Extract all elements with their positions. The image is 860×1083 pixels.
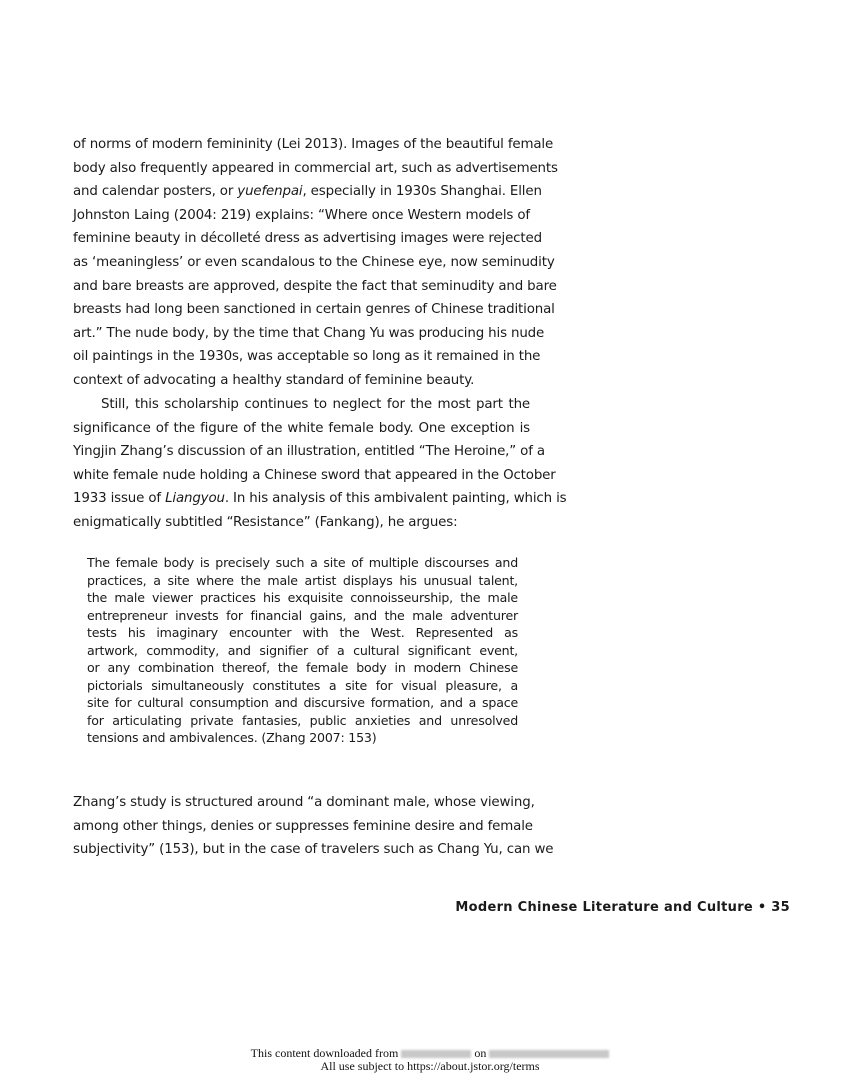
text-line: Still, this scholarship continues to neglect for the most part the — [101, 397, 530, 412]
text-line: Johnston Laing (2004: 219) explains: “Where once Western models of — [73, 207, 530, 223]
text-line: oil paintings in the 1930s, was acceptable so long as it remained in the — [73, 349, 541, 365]
terms-notice: All use subject to https://about.jstor.org/terms — [320, 1059, 540, 1073]
text-line: and bare breasts are approved, despite the fact that seminudity and bare — [73, 278, 557, 294]
text-line: as ‘meaningless’ or even scandalous to the Chinese eye, now seminudity — [73, 254, 555, 270]
redacted-date — [489, 1050, 609, 1058]
paragraph-3 — [73, 791, 554, 862]
text-line: of norms of modern femininity (Lei 2013). Images of the beautiful female — [73, 137, 554, 152]
running-footer: Modern Chinese Literature and Culture • 35 — [455, 900, 790, 915]
text-line: site for cultural consumption and discursive formation, and a space — [87, 695, 518, 710]
text-line: significance of the figure of the white female body. One exception is — [73, 420, 530, 436]
text-line: for articulating private fantasies, public anxieties and unresolved — [87, 712, 518, 728]
text-line: context of advocating a healthy standard of feminine beauty. — [73, 372, 475, 388]
text-line: white female nude holding a Chinese sword that appeared in the October — [73, 467, 556, 483]
text-line: Yingjin Zhang’s discussion of an illustration, entitled “The Heroine,” of a — [73, 444, 545, 460]
text-line: enigmatically subtitled “Resistance” (Fankang), he argues: — [73, 514, 458, 530]
text-line: the male viewer practices his exquisite connoisseurship, the male — [87, 590, 518, 605]
text-line: Zhang’s study is structured around “a dominant male, whose viewing, — [73, 795, 535, 810]
text-line: tests his imaginary encounter with the West. Represented as — [87, 625, 518, 640]
text-line: feminine beauty in décolleté dress as advertising images were rejected — [73, 231, 542, 247]
text-line: 1933 issue of Liangyou. In his analysis of this ambivalent painting, which is — [73, 491, 567, 507]
text-line: breasts had long been sanctioned in certain genres of Chinese traditional — [73, 302, 555, 318]
text-line: and calendar posters, or yuefenpai, especially in 1930s Shanghai. Ellen — [73, 184, 542, 200]
redacted-ip — [401, 1050, 471, 1058]
text-line: subjectivity” (153), but in the case of travelers such as Chang Yu, can we — [73, 842, 554, 858]
text-line: The female body is precisely such a site of multiple discourses and — [87, 555, 518, 570]
text-line: or any combination thereof, the female body in modern Chinese — [87, 660, 518, 675]
text-line: among other things, denies or suppresses feminine desire and female — [73, 818, 533, 834]
download-notice-on: on — [474, 1046, 487, 1060]
text-line: artwork, commodity, and signifier of a cultural significant event, — [87, 642, 518, 658]
block-quote — [87, 554, 518, 747]
text-line: body also frequently appeared in commercial art, such as advertisements — [73, 160, 558, 176]
paragraph-1 — [73, 133, 558, 393]
jstor-footer — [0, 1047, 860, 1073]
download-notice: This content downloaded from — [250, 1046, 399, 1060]
text-line: practices, a site where the male artist displays his unusual talent, — [87, 572, 518, 588]
text-line: pictorials simultaneously constitutes a site for visual pleasure, a — [87, 677, 518, 693]
paragraph-2 — [73, 393, 567, 535]
text-line: tensions and ambivalences. (Zhang 2007: 153) — [87, 730, 377, 745]
text-line: entrepreneur invests for financial gains, and the male adventurer — [87, 607, 518, 623]
text-line: art.” The nude body, by the time that Chang Yu was producing his nude — [73, 325, 545, 341]
